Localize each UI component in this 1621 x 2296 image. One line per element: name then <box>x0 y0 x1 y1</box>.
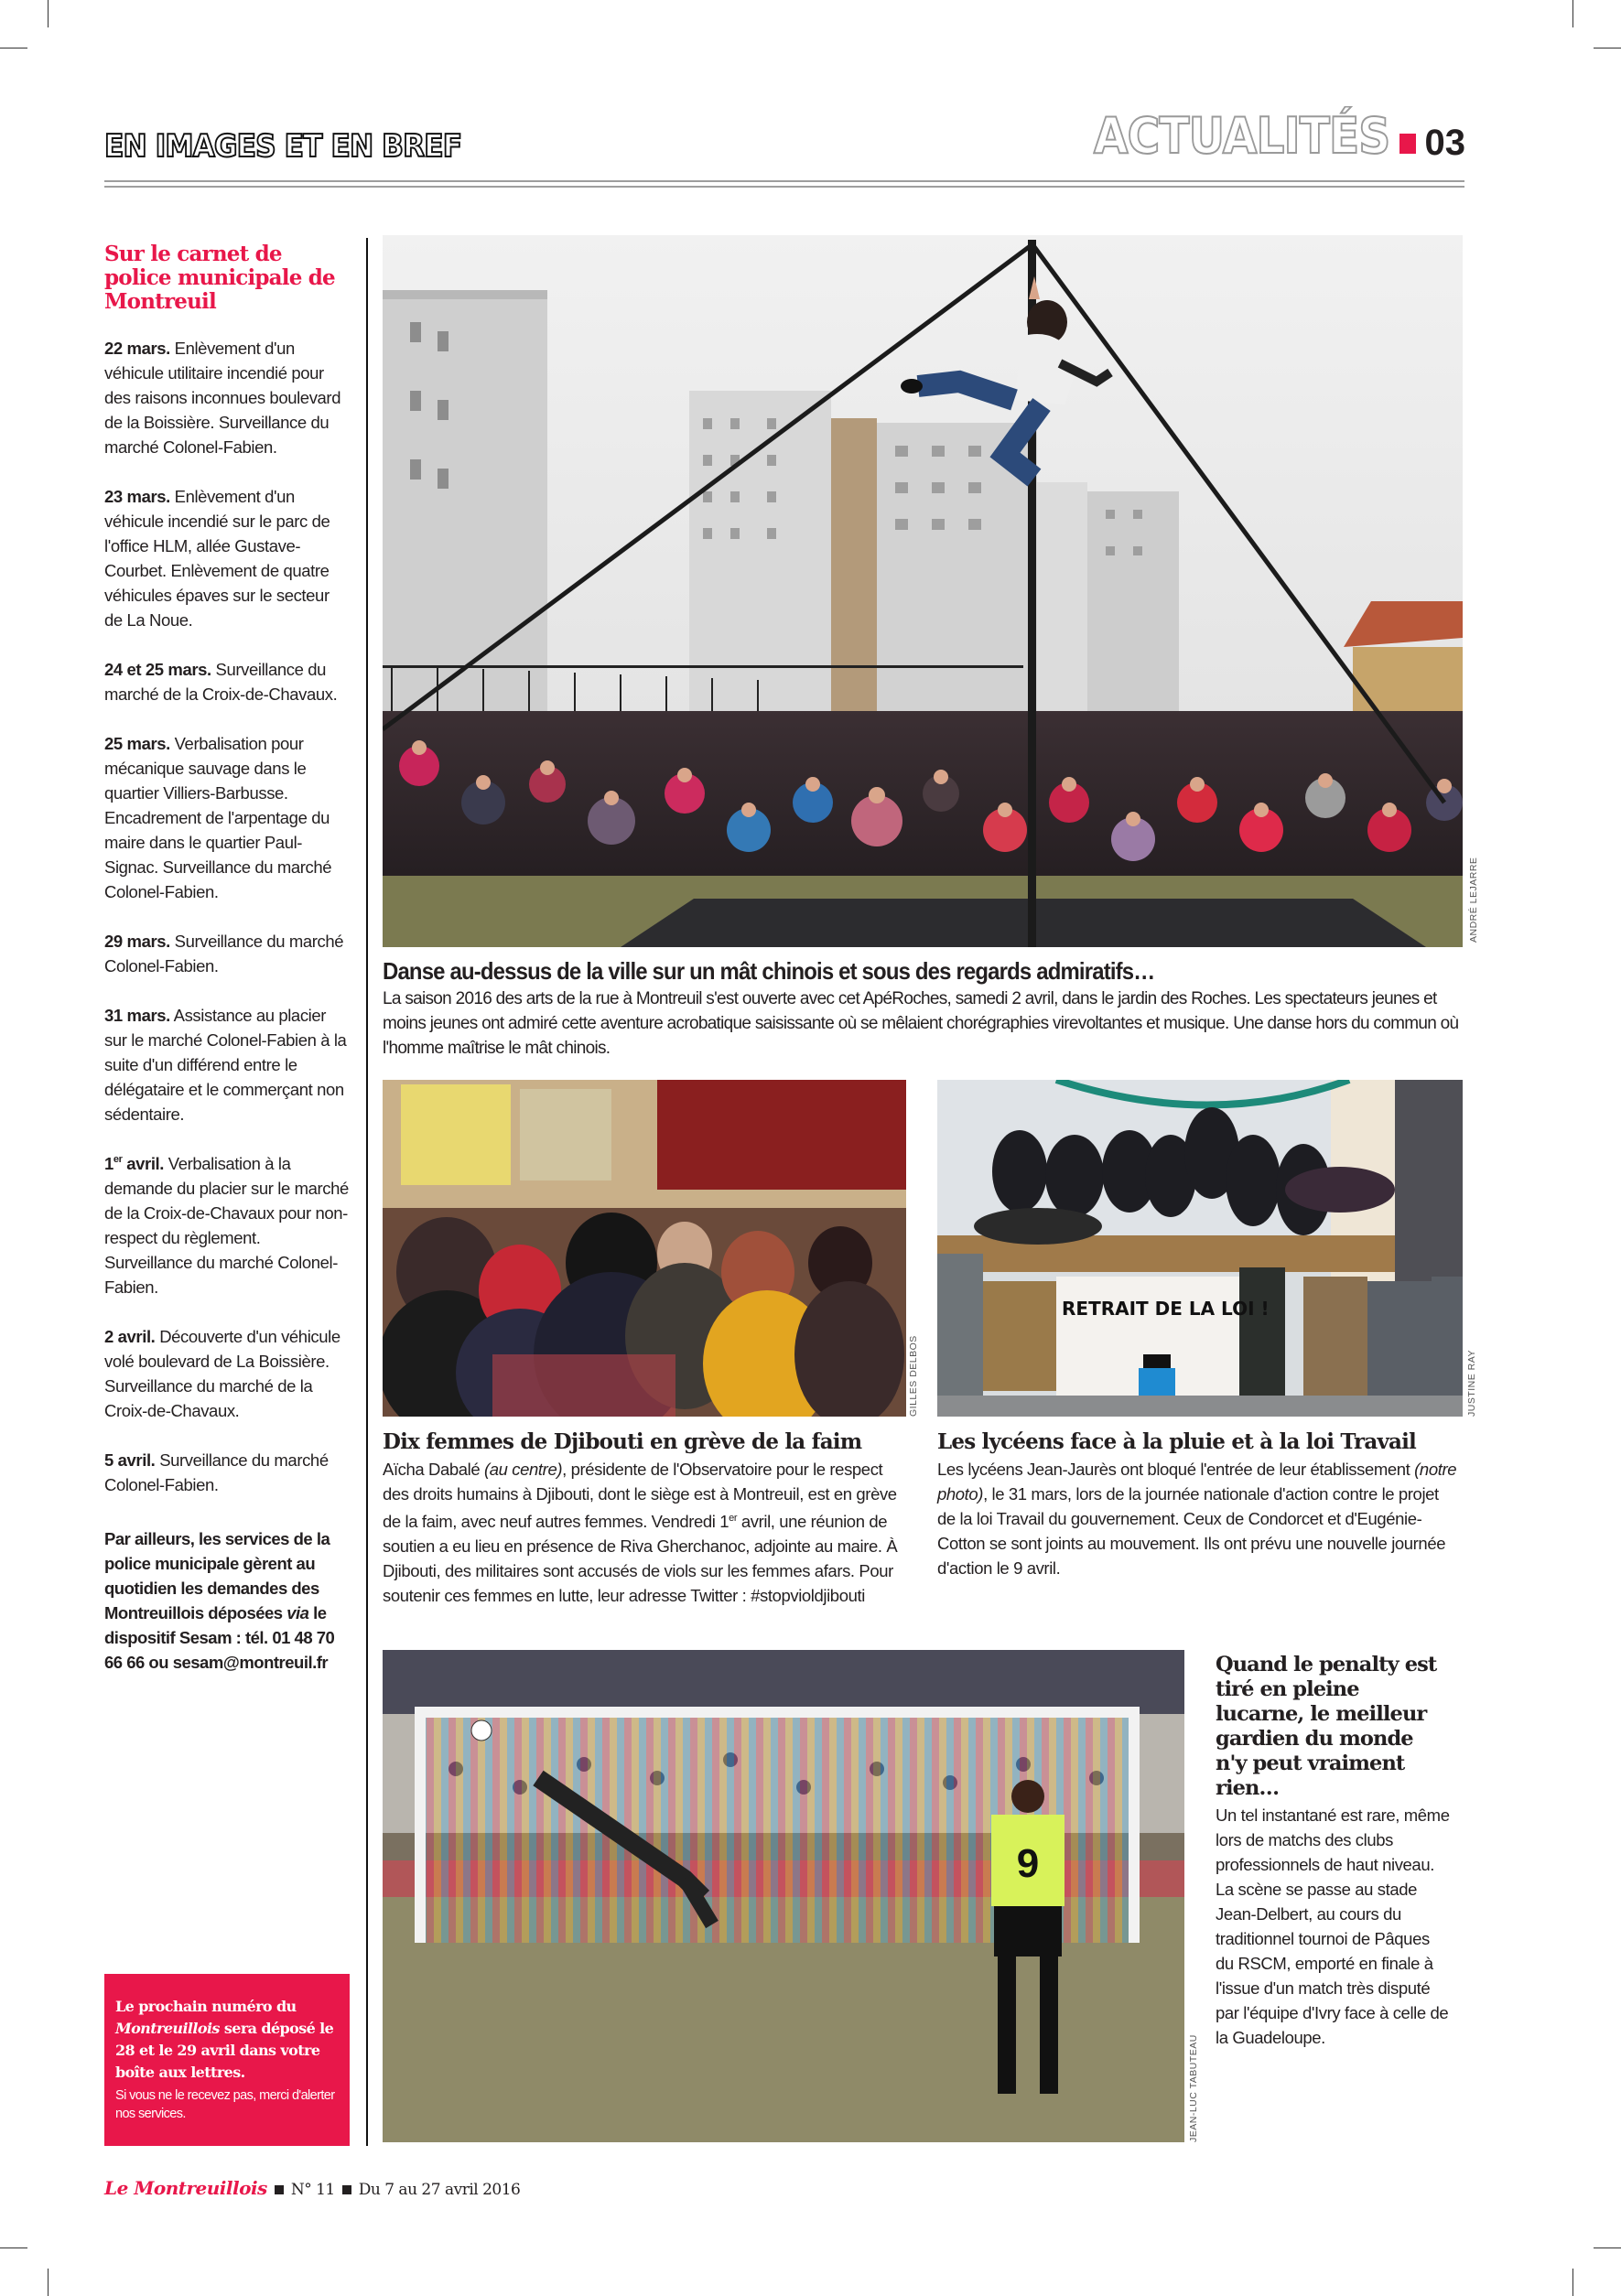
square-bullet-icon <box>275 2185 284 2194</box>
next-issue-notice <box>104 1974 350 2146</box>
entry-text: Enlèvement d'un véhicule utilitaire incendié pour des raisons inconnues boulevard de la Boissière. Surveillance du marché Colonel-Fabien. <box>104 339 341 457</box>
entry-date: 25 mars. <box>104 734 170 753</box>
crop-mark <box>0 2247 27 2248</box>
djibouti-body-text: , présidente de l'Observatoire pour le respect des droits humains à Djibouti, dont le siège est à Montreuil, est en grève de la faim, avec neuf autres femmes. Vendredi 1 <box>383 1460 897 1532</box>
entry-text: Enlèvement d'un véhicule incendié sur le parc de l'office HLM, allée Gustave-Courbet. Enlèvement de quatre véhicules épaves sur le secteur de La Noue. <box>104 487 330 630</box>
police-column <box>104 243 351 1675</box>
lyceens-body-text: Les lycéens Jean-Jaurès ont bloqué l'entrée de leur établissement <box>937 1460 1410 1479</box>
lyceens-body-italic: (notre photo) <box>937 1460 1457 1504</box>
date-superscript: er <box>113 1154 123 1165</box>
djibouti-title: Dix femmes de Djibouti en grève de la faim <box>383 1429 862 1454</box>
header-rule <box>104 186 1464 188</box>
entry-text: Surveillance du marché de la Croix-de-Chavaux. <box>104 660 338 704</box>
footer <box>104 2177 520 2199</box>
entry-date: 5 avril. <box>104 1450 156 1470</box>
entry-date: 22 mars. <box>104 339 170 358</box>
services-phone: le dispositif Sesam : tél. 01 48 70 66 66 ou <box>104 1603 335 1672</box>
date-month: avril. <box>122 1154 165 1173</box>
jersey-number: 9 <box>1016 1841 1040 1886</box>
police-entry <box>104 731 351 904</box>
djibouti-body-sup: er <box>729 1513 738 1524</box>
photo-credit: JUSTINE RAY <box>1466 1350 1477 1417</box>
crop-mark <box>1572 2269 1573 2296</box>
police-entry <box>104 1448 351 1497</box>
entry-text: Découverte d'un véhicule volé boulevard de La Boissière. Surveillance du marché de la Croix-de-Chavaux. <box>104 1327 340 1420</box>
notice-line: sera déposé le 28 et le 29 avril dans votre boîte aux lettres. <box>115 2020 334 2081</box>
penalty-photo <box>383 1650 1184 2142</box>
lyceens-title: Les lycéens face à la pluie et à la loi Travail <box>937 1429 1416 1454</box>
entry-text: Surveillance du marché Colonel-Fabien. <box>104 1450 329 1494</box>
crop-mark <box>1572 0 1573 27</box>
rubric-title: EN IMAGES ET EN BREF <box>104 128 462 165</box>
crop-mark <box>0 48 27 49</box>
crop-mark <box>48 0 49 27</box>
dance-photo <box>383 235 1463 947</box>
djibouti-photo <box>383 1080 906 1417</box>
footer-brand: Le Montreuillois <box>104 2177 267 2199</box>
photo-credit: GILLES DELBOS <box>908 1335 919 1417</box>
djibouti-body-italic: (au centre) <box>484 1460 563 1479</box>
sesam-services-note <box>104 1526 351 1675</box>
police-entry <box>104 1324 351 1423</box>
crowd <box>383 711 1463 894</box>
building-left <box>383 299 547 775</box>
entry-text: Surveillance du marché Colonel-Fabien. <box>104 932 344 976</box>
entry-date: 2 avril. <box>104 1327 156 1346</box>
dance-photo-illustration <box>383 235 1463 947</box>
goal-post-right <box>1129 1714 1140 1943</box>
building-center <box>689 391 831 748</box>
date-number: 1 <box>104 1154 113 1173</box>
dance-title: Danse au-dessus de la ville sur un mât chinois et sous des regards admiratifs… <box>383 957 1155 985</box>
police-entry <box>104 1003 351 1126</box>
photo-credit: JEAN-LUC TABUTEAU <box>1188 2034 1199 2142</box>
djibouti-photo-illustration <box>383 1080 906 1417</box>
photo-credit: ANDRÉ LEJARRE <box>1468 857 1479 943</box>
dance-body: La saison 2016 des arts de la rue à Montreuil s'est ouverte avec cet ApéRoches, samedi 2 avril, dans le jardin des Roches. Les spectateurs jeunes et moins jeunes ont admiré cette aventure acrobatique saisissante où se mêlaient chorégraphies virevoltantes et musique. Une danse hors du commun où l'homme maîtrise le mât chinois. <box>383 989 1459 1058</box>
entry-text: Verbalisation pour mécanique sauvage dans le quartier Villiers-Barbusse. Encadrement de l'arpentage du maire dans le quartier Paul-Signac. Surveillance du marché Colonel-Fabien. <box>104 734 332 901</box>
police-entry <box>104 929 351 978</box>
notice-line: Le prochain numéro du <box>115 1998 297 2015</box>
section-title: ACTUALITÉS <box>1094 107 1390 165</box>
notice-sub: Si vous ne le recevez pas, merci d'alerter nos services. <box>115 2088 335 2121</box>
square-bullet-icon <box>342 2185 351 2194</box>
djibouti-body-text: avril, une réunion de soutien a eu lieu en présence de Riva Gherchanoc, adjointe au maire. À Djibouti, des militaires sont accusés de viols sur les femmes afars. Pour soutenir ces femmes en lutte, leur adresse Twitter : #stopvioldjibouti <box>383 1512 898 1606</box>
entry-date: 31 mars. <box>104 1006 170 1025</box>
football <box>471 1720 492 1741</box>
lyceens-body <box>937 1457 1459 1580</box>
entry-date: 24 et 25 mars. <box>104 660 211 679</box>
sesam-email-link[interactable]: sesam@montreuil.fr <box>172 1653 329 1672</box>
entry-date: 29 mars. <box>104 932 170 951</box>
lyceens-body-text: , le 31 mars, lors de la journée nationale d'action contre le projet de la loi Travail du gouvernement. Ceux de Condorcet et d'Eugénie-Cotton se sont joints au mouvement. Ils ont prévu une nouvelle journée d'action le 9 avril. <box>937 1484 1446 1578</box>
police-entry <box>104 657 351 706</box>
notice-brand: Montreuillois <box>115 2020 220 2037</box>
entry-text: Verbalisation à la demande du placier sur le marché de la Croix-de-Chavaux pour non-respect du règlement. Surveillance du marché Colonel-Fabien. <box>104 1154 349 1297</box>
police-entry <box>104 484 351 632</box>
penalty-title: Quand le penalty est tiré en pleine lucarne, le meilleur gardien du monde n'y peut vraiment rien… <box>1216 1653 1437 1800</box>
header-rule <box>104 180 1464 182</box>
footer-dates: Du 7 au 27 avril 2016 <box>358 2181 521 2199</box>
goal-crossbar <box>415 1707 1140 1718</box>
penalty-photo-illustration <box>383 1650 1184 2142</box>
goal-post-left <box>415 1714 426 1943</box>
crop-mark <box>1594 48 1621 49</box>
banner-text: RETRAIT DE LA LOI ! <box>1062 1298 1270 1320</box>
column-divider <box>366 238 368 2146</box>
entry-text: Assistance au placier sur le marché Colonel-Fabien à la suite d'un différend entre le délégataire et le commerçant non sédentaire. <box>104 1006 347 1124</box>
police-title: Sur le carnet de police municipale de Montreuil <box>104 242 335 314</box>
section-header <box>1061 107 1465 165</box>
services-text: Par ailleurs, les services de la police municipale gèrent au quotidien les demandes des Montreuillois déposées <box>104 1529 330 1622</box>
djibouti-body <box>383 1457 904 1608</box>
penalty-body: Un tel instantané est rare, même lors de matchs des clubs professionnels de haut niveau. La scène se passe au stade Jean-Delbert, au cours du traditionnel tournoi de Pâques du RSCM, emporté en finale à l'issue d'un match très disputé par l'équipe d'Ivry face à celle de la Guadeloupe. <box>1216 1806 1450 2047</box>
lyceens-photo <box>937 1080 1463 1417</box>
entry-date: 23 mars. <box>104 487 170 506</box>
footer-issue: N° 11 <box>290 2181 335 2199</box>
crop-mark <box>48 2269 49 2296</box>
notice-main <box>115 1996 339 2084</box>
police-entry <box>104 336 351 459</box>
entry-date <box>104 1154 164 1173</box>
page-number: 03 <box>1424 123 1465 163</box>
djibouti-body-text: Aïcha Dabalé <box>383 1460 481 1479</box>
crop-mark <box>1594 2247 1621 2248</box>
square-bullet-icon <box>1399 134 1416 154</box>
lyceens-photo-illustration <box>937 1080 1463 1417</box>
services-via: via <box>286 1603 309 1622</box>
police-entry <box>104 1151 351 1299</box>
